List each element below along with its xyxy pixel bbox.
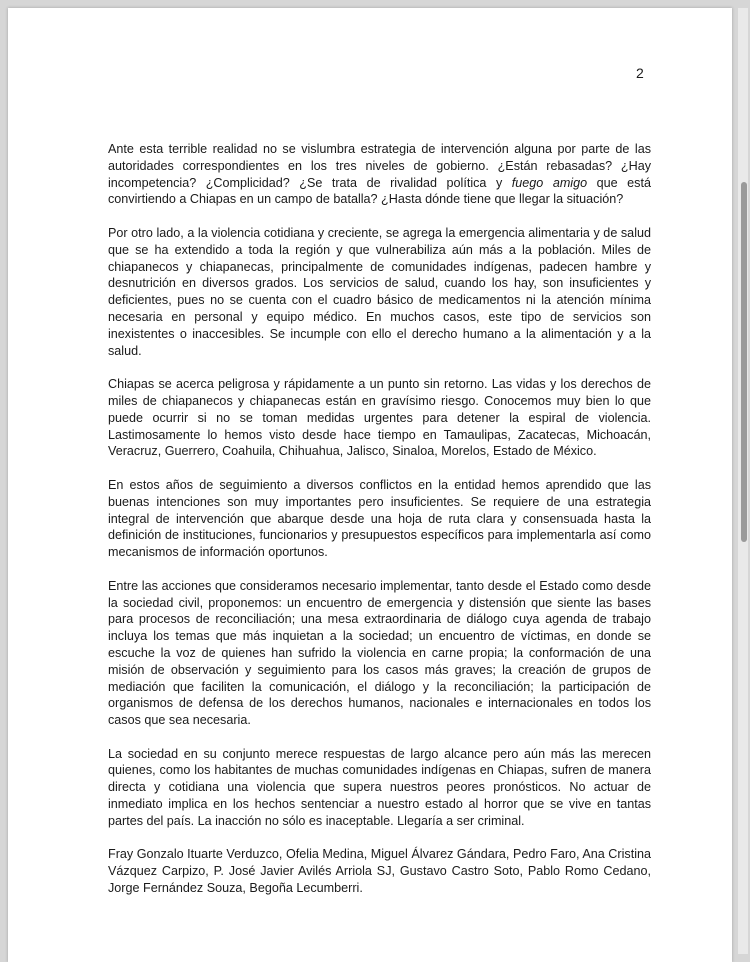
paragraph-6: La sociedad en su conjunto merece respuestas de largo alcance pero aún más las merecen quienes, como los habitantes de muchas comunidades indígenas en Chiapas, sufren de manera directa y cotidiana una violencia que supera nuestros peores pronósticos. No actuar de inmediato implica en los hechos sentenciar a nuestro estado al horror que se vive en tantas partes del país. La inacción no sólo es inaceptable. Llegaría a ser criminal. xyxy=(108,746,651,828)
paragraph-1-italic: fuego amigo xyxy=(511,175,588,190)
scrollbar-thumb[interactable] xyxy=(741,182,747,542)
paragraph-5: Entre las acciones que consideramos necesario implementar, tanto desde el Estado como desde la sociedad civil, proponemos: un encuentro de emergencia y distensión que siente las bases para procesos de reconciliación; una mesa extraordinaria de diálogo cuya agenda de trabajo incluya los temas que más inquietan a la sociedad; un encuentro de víctimas, en donde se escuche la voz de quienes han sufrido la violencia en carne propia; la conformación de una misión de observación y seguimiento para los casos más graves; la creación de grupos de mediación que faciliten la comunicación, el diálogo y la reconciliación; la participación de organismos de defensa de los derechos humanos, nacionales e internacionales en todos los casos que sea necesaria. xyxy=(108,578,651,728)
paragraph-1 xyxy=(108,141,651,208)
paragraph-4: En estos años de seguimiento a diversos conflictos en la entidad hemos aprendido que las buenas intenciones son muy importantes pero insuficientes. Se requiere de una estrategia integral de intervención que abarque desde una hoja de ruta clara y consensuada hasta la definición de instituciones, funcionarios y presupuestos específicos para implementarla así como mecanismos de información oportunos. xyxy=(108,477,651,560)
document-page xyxy=(8,8,732,962)
page-number: 2 xyxy=(636,65,644,81)
paragraph-1-start: Ante esta terrible realidad no se vislumbra estrategia de intervención alguna por parte de las autoridades correspondientes en los tres niveles de gobierno. ¿Están rebasadas? ¿Hay incompetencia? ¿Complicidad? ¿Se trata de rivalidad política y xyxy=(108,142,651,190)
document-body xyxy=(108,141,651,914)
signatories: Fray Gonzalo Ituarte Verduzco, Ofelia Medina, Miguel Álvarez Gándara, Pedro Faro, Ana Cristina Vázquez Carpizo, P. José Javier Avilés Arriola SJ, Gustavo Castro Soto, Pablo Romo Cedano, Jorge Fernández Souza, Begoña Lecumberri. xyxy=(108,847,651,896)
paragraph-3: Chiapas se acerca peligrosa y rápidamente a un punto sin retorno. Las vidas y los derechos de miles de chiapanecos y chiapanecas están en gravísimo riesgo. Conocemos muy bien lo que puede ocurrir si no se toman medidas urgentes para detener la espiral de violencia. Lastimosamente lo hemos visto desde hace tiempo en Tamaulipas, Zacatecas, Michoacán, Veracruz, Guerrero, Coahuila, Chihuahua, Jalisco, Sinaloa, Morelos, Estado de México. xyxy=(108,377,651,459)
paragraph-1-end: que está convirtiendo a Chiapas en un campo de batalla? ¿Hasta dónde tiene que llegar la situación? xyxy=(108,175,651,207)
paragraph-2: Por otro lado, a la violencia cotidiana y creciente, se agrega la emergencia alimentaria y de salud que se ha extendido a toda la región y que vulnerabiliza aún más a la población. Miles de chiapanecos y chiapanecas, principalmente de comunidades indígenas, padecen hambre y desnutrición en diversos grados. Los servicios de salud, cuando los hay, son insuficientes y deficientes, pues no se cuenta con el cuadro básico de medicamentos ni la atención mínima necesaria en personal y equipo médico. En muchos casos, este tipo de servicios son inexistentes o inaccesibles. Se incumple con ello el derecho humano a la alimentación y a la salud. xyxy=(108,225,651,358)
